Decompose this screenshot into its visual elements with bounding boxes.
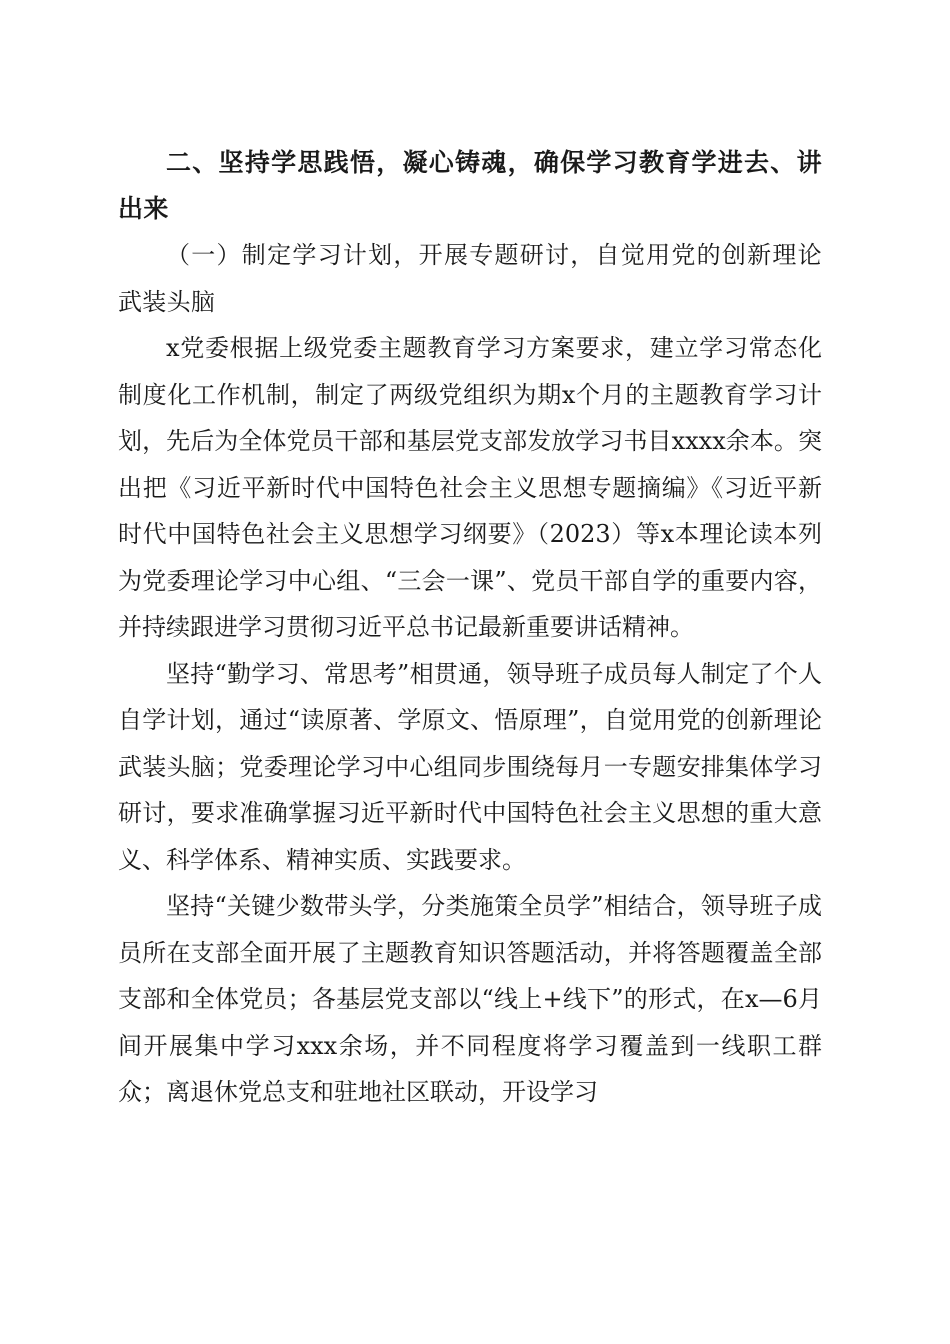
body-paragraph-2: 坚持“勤学习、常思考”相贯通，领导班子成员每人制定了个人自学计划，通过“读原著、学原文、悟原理”，自觉用党的创新理论武装头脑；党委理论学习中心组同步围绕每月一专题安排集体学习研讨，要求准确掌握习近平新时代中国特色社会主义思想的重大意义、科学体系、精神实质、实践要求。 <box>118 659 822 874</box>
subsection-heading: （一）制定学习计划，开展专题研讨，自觉用党的创新理论武装头脑 <box>118 241 822 316</box>
section-heading: 二、坚持学思践悟，凝心铸魂，确保学习教育学进去、讲出来 <box>118 148 822 223</box>
body-paragraph-3: 坚持“关键少数带头学，分类施策全员学”相结合，领导班子成员所在支部全面开展了主题教育知识答题活动，并将答题覆盖全部支部和全体党员；各基层党支部以“线上+线下”的形式，在x—6月间开展集中学习xxx余场，并不同程度将学习覆盖到一线职工群众；离退休党总支和驻地社区联动，开设学习 <box>118 892 822 1106</box>
body-paragraph-1: x党委根据上级党委主题教育学习方案要求，建立学习常态化制度化工作机制，制定了两级党组织为期x个月的主题教育学习计划，先后为全体党员干部和基层党支部发放学习书目xxxx余本。突出把《习近平新时代中国特色社会主义思想专题摘编》《习近平新时代中国特色社会主义思想学习纲要》（2023）等x本理论读本列为党委理论学习中心组、“三会一课”、党员干部自学的重要内容，并持续跟进学习贯彻习近平总书记最新重要讲话精神。 <box>118 334 822 641</box>
document-body <box>118 140 822 1116</box>
